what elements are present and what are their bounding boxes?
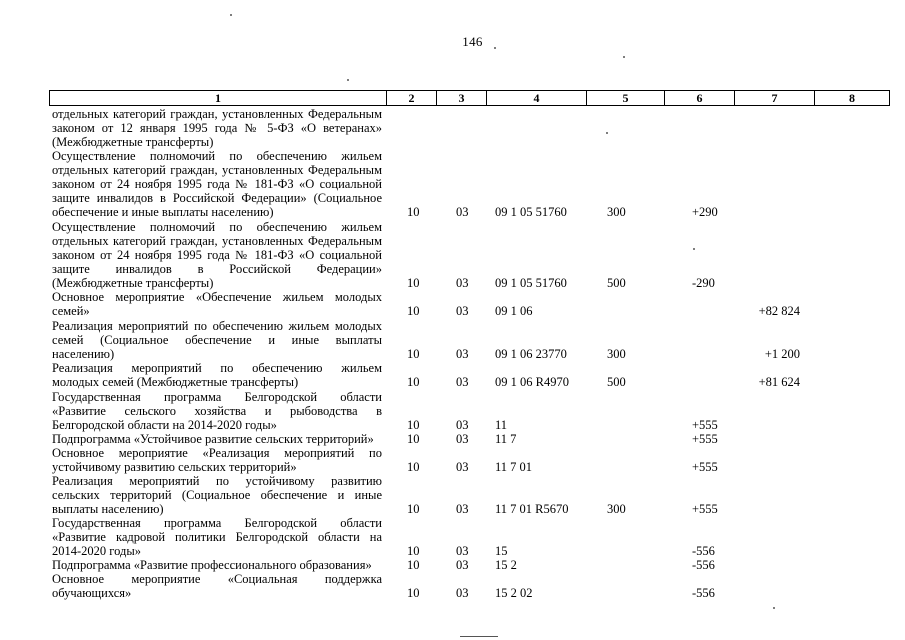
table-row xyxy=(52,446,892,474)
description-line: сельских территорий (Социальное обеспечение и иные xyxy=(52,488,382,503)
amount-change-col7: +1 200 xyxy=(764,347,800,362)
subsection-code: 03 xyxy=(456,502,469,517)
description-line: отдельных категорий граждан, установленных Федеральным xyxy=(52,234,382,249)
table-row xyxy=(52,432,892,446)
row-description xyxy=(52,572,382,600)
target-article-code: 11 7 01 R5670 xyxy=(495,502,569,517)
column-header-2: 2 xyxy=(387,91,437,106)
column-header-4: 4 xyxy=(487,91,587,106)
row-description xyxy=(52,149,382,219)
amount-change-col6: +555 xyxy=(692,432,718,446)
table-row xyxy=(52,149,892,220)
target-article-code: 15 xyxy=(495,544,508,559)
expense-type-code: 500 xyxy=(607,276,626,291)
description-line: выплаты населению) xyxy=(52,502,164,517)
section-code: 10 xyxy=(407,558,420,572)
scan-speck xyxy=(230,14,232,16)
row-description xyxy=(52,290,382,318)
column-header-3: 3 xyxy=(437,91,487,106)
scan-speck xyxy=(494,47,496,49)
target-article-code: 09 1 05 51760 xyxy=(495,205,567,220)
section-code: 10 xyxy=(407,304,420,319)
subsection-code: 03 xyxy=(456,276,469,291)
table-row xyxy=(52,390,892,432)
description-line: Государственная программа Белгородской области xyxy=(52,390,382,404)
target-article-code: 09 1 06 xyxy=(495,304,533,319)
target-article-code: 09 1 06 23770 xyxy=(495,347,567,362)
section-code: 10 xyxy=(407,586,420,601)
table-header xyxy=(49,90,890,106)
description-line: Белгородской области на 2014-2020 годы» xyxy=(52,418,277,433)
expense-type-code: 300 xyxy=(607,205,626,220)
description-line: семей» xyxy=(52,304,90,319)
subsection-code: 03 xyxy=(456,544,469,559)
table-row xyxy=(52,290,892,318)
section-code: 10 xyxy=(407,418,420,433)
subsection-code: 03 xyxy=(456,432,469,446)
table-row xyxy=(52,220,892,291)
description-line: Осуществление полномочий по обеспечению жильем xyxy=(52,220,382,234)
column-header-7: 7 xyxy=(735,91,815,106)
scan-speck xyxy=(693,248,695,250)
description-line: отдельных категорий граждан, установленных Федеральным xyxy=(52,107,382,121)
subsection-code: 03 xyxy=(456,586,469,601)
description-line: (Межбюджетные трансферты) xyxy=(52,135,214,150)
row-description xyxy=(52,319,382,361)
description-line: Подпрограмма «Развитие профессионального образования» xyxy=(52,558,372,572)
row-description xyxy=(52,446,382,474)
description-line: Основное мероприятие «Реализация мероприятий по xyxy=(52,446,382,460)
amount-change-col6: +290 xyxy=(692,205,718,220)
section-code: 10 xyxy=(407,375,420,390)
scan-speck xyxy=(606,132,608,134)
target-article-code: 15 2 xyxy=(495,558,517,572)
description-line: защите инвалидов в Российской Федерации» xyxy=(52,262,382,277)
description-line: Основное мероприятие «Обеспечение жильем молодых xyxy=(52,290,382,304)
table-row xyxy=(52,558,892,572)
table-row xyxy=(52,107,892,149)
row-description xyxy=(52,220,382,290)
section-code: 10 xyxy=(407,347,420,362)
amount-change-col6: -290 xyxy=(692,276,715,291)
section-code: 10 xyxy=(407,432,420,446)
subsection-code: 03 xyxy=(456,304,469,319)
scan-speck xyxy=(623,56,625,58)
scan-speck xyxy=(460,636,498,637)
expense-type-code: 500 xyxy=(607,375,626,390)
section-code: 10 xyxy=(407,502,420,517)
description-line: «Развитие сельского хозяйства и рыбоводства в xyxy=(52,404,382,419)
target-article-code: 11 7 01 xyxy=(495,460,533,475)
amount-change-col6: -556 xyxy=(692,558,715,572)
subsection-code: 03 xyxy=(456,347,469,362)
target-article-code: 09 1 05 51760 xyxy=(495,276,567,291)
table-row xyxy=(52,319,892,361)
table-row xyxy=(52,516,892,558)
column-header-5: 5 xyxy=(587,91,665,106)
description-line: Основное мероприятие «Социальная поддержка xyxy=(52,572,382,586)
description-line: населению) xyxy=(52,347,115,362)
section-code: 10 xyxy=(407,544,420,559)
amount-change-col6: +555 xyxy=(692,502,718,517)
description-line: обучающихся» xyxy=(52,586,132,601)
amount-change-col7: +81 624 xyxy=(758,375,800,390)
target-article-code: 09 1 06 R4970 xyxy=(495,375,569,390)
section-code: 10 xyxy=(407,205,420,220)
expense-type-code: 300 xyxy=(607,347,626,362)
target-article-code: 11 xyxy=(495,418,508,433)
page-number: 146 xyxy=(462,34,483,49)
subsection-code: 03 xyxy=(456,375,469,390)
row-description xyxy=(52,107,382,149)
amount-change-col7: +82 824 xyxy=(758,304,800,319)
description-line: законом от 24 ноября 1995 года № 181-ФЗ «О социальной xyxy=(52,177,382,192)
column-header-1: 1 xyxy=(50,91,387,106)
description-line: Осуществление полномочий по обеспечению жильем xyxy=(52,149,382,163)
column-header-6: 6 xyxy=(665,91,735,106)
description-line: Реализация мероприятий по обеспечению жильем xyxy=(52,361,382,375)
description-line: Реализация мероприятий по обеспечению жильем молодых xyxy=(52,319,382,333)
description-line: Государственная программа Белгородской области xyxy=(52,516,382,530)
scan-speck xyxy=(347,79,349,81)
table-row xyxy=(52,572,892,600)
description-line: Подпрограмма «Устойчивое развитие сельских территорий» xyxy=(52,432,374,446)
description-line: семей (Социальное обеспечение и иные выплаты xyxy=(52,333,382,348)
amount-change-col6: -556 xyxy=(692,544,715,559)
section-code: 10 xyxy=(407,460,420,475)
subsection-code: 03 xyxy=(456,418,469,433)
description-line: (Межбюджетные трансферты) xyxy=(52,276,214,291)
description-line: устойчивому развитию сельских территорий» xyxy=(52,460,297,475)
description-line: 2014-2020 годы» xyxy=(52,544,142,559)
row-description xyxy=(52,558,382,572)
target-article-code: 11 7 xyxy=(495,432,517,446)
amount-change-col6: +555 xyxy=(692,418,718,433)
description-line: законом от 24 ноября 1995 года № 181-ФЗ «О социальной xyxy=(52,248,382,263)
row-description xyxy=(52,432,382,446)
table-row xyxy=(52,474,892,516)
description-line: «Развитие кадровой политики Белгородской области на xyxy=(52,530,382,545)
section-code: 10 xyxy=(407,276,420,291)
amount-change-col6: +555 xyxy=(692,460,718,475)
subsection-code: 03 xyxy=(456,460,469,475)
description-line: законом от 12 января 1995 года № 5-ФЗ «О ветеранах» xyxy=(52,121,382,136)
row-description xyxy=(52,361,382,389)
table-row xyxy=(52,361,892,389)
description-line: отдельных категорий граждан, установленных Федеральным xyxy=(52,163,382,178)
amount-change-col6: -556 xyxy=(692,586,715,601)
subsection-code: 03 xyxy=(456,558,469,572)
description-line: обеспечение и иные выплаты населению) xyxy=(52,205,274,220)
row-description xyxy=(52,390,382,432)
column-header-8: 8 xyxy=(815,91,890,106)
scan-speck xyxy=(773,607,775,609)
expense-type-code: 300 xyxy=(607,502,626,517)
row-description xyxy=(52,474,382,516)
target-article-code: 15 2 02 xyxy=(495,586,533,601)
row-description xyxy=(52,516,382,558)
subsection-code: 03 xyxy=(456,205,469,220)
description-line: молодых семей (Межбюджетные трансферты) xyxy=(52,375,299,390)
description-line: защите инвалидов в Российской Федерации» (Социальное xyxy=(52,191,382,206)
description-line: Реализация мероприятий по устойчивому развитию xyxy=(52,474,382,488)
